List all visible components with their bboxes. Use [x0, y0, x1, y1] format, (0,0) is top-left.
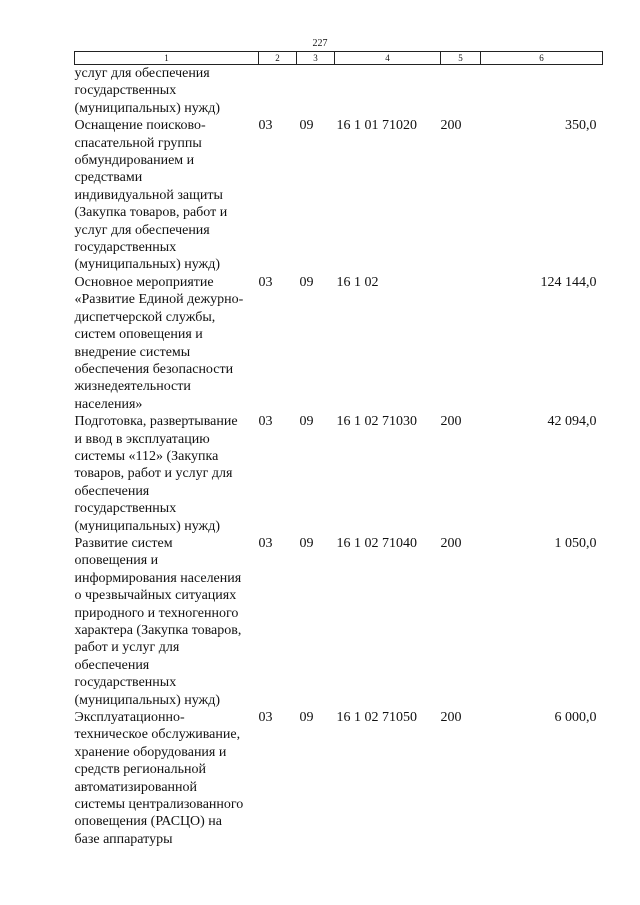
- row-expense-type: 200: [440, 535, 462, 551]
- row-expense-type: 200: [440, 710, 462, 726]
- row-subsection-code: 09: [299, 414, 314, 430]
- row-target-article: 16 1 02 71040: [336, 535, 417, 551]
- row-subsection-code: 09: [299, 274, 314, 290]
- column-header-5: 5: [441, 52, 481, 65]
- column-header-4: 4: [335, 52, 441, 65]
- row-section-code: 03: [258, 710, 273, 726]
- header-row: [75, 52, 603, 65]
- row-description: Эксплуатационно- техническое обслуживание, хранение оборудования и средств региональной автоматизированной системы централизованного оповещения (РАСЦО) на базе аппаратуры: [74, 710, 244, 847]
- row-expense-type: 200: [440, 118, 462, 134]
- row-description: Оснащение поисково- спасательной группы обмундированием и средствами индивидуальной защиты (Закупка товаров, работ и услуг для обеспечения государственных (муниципальных) нужд): [74, 118, 228, 273]
- column-header-2: 2: [259, 52, 297, 65]
- row-expense-type: [441, 274, 481, 413]
- budget-table: [74, 51, 603, 848]
- row-description: услуг для обеспечения государственных (муниципальных) нужд): [74, 66, 221, 116]
- row-expense-type: [441, 65, 481, 118]
- row-section-code: 03: [258, 535, 273, 551]
- table-row: [75, 117, 603, 274]
- table-row: [75, 709, 603, 848]
- row-expense-type: 200: [440, 414, 462, 430]
- row-section-code: 03: [258, 274, 273, 290]
- row-amount: 1 050,0: [554, 535, 597, 551]
- row-amount: 124 144,0: [540, 274, 597, 290]
- column-header-1: 1: [75, 52, 259, 65]
- table-body: [75, 65, 603, 849]
- row-target-article: 16 1 02: [336, 274, 379, 290]
- row-amount: 6 000,0: [554, 710, 597, 726]
- row-amount: [481, 65, 603, 118]
- row-subsection-code: 09: [299, 535, 314, 551]
- table-row: [75, 413, 603, 535]
- row-subsection-code: 09: [299, 118, 314, 134]
- page-number: 227: [312, 38, 328, 49]
- table-row: [75, 65, 603, 118]
- row-target-article: 16 1 02 71050: [336, 710, 417, 726]
- table-row: [75, 535, 603, 709]
- row-description: Основное мероприятие «Развитие Единой дежурно- диспетчерской службы, систем оповещения и внедрение системы обеспечения безопасности жизнедеятельности населения»: [74, 274, 244, 412]
- row-target-article: [335, 65, 441, 118]
- row-amount: 42 094,0: [547, 414, 597, 430]
- table-header: [75, 52, 603, 65]
- row-amount: 350,0: [565, 118, 597, 134]
- row-description: Развитие систем оповещения и информирования населения о чрезвычайных ситуациях природного и техногенного характера (Закупка товаров, работ и услуг для обеспечения государственных (муниципальных) нужд): [74, 535, 242, 708]
- row-section-code: [259, 65, 297, 118]
- column-header-6: 6: [481, 52, 603, 65]
- row-subsection-code: 09: [299, 710, 314, 726]
- row-target-article: 16 1 02 71030: [336, 414, 417, 430]
- row-description: Подготовка, развертывание и ввод в эксплуатацию системы «112» (Закупка товаров, работ и услуг для обеспечения государственных (муниципальных) нужд): [74, 414, 238, 534]
- row-subsection-code: [297, 65, 335, 118]
- column-header-3: 3: [297, 52, 335, 65]
- row-target-article: 16 1 01 71020: [336, 118, 417, 134]
- row-section-code: 03: [258, 118, 273, 134]
- table-row: [75, 274, 603, 413]
- row-section-code: 03: [258, 414, 273, 430]
